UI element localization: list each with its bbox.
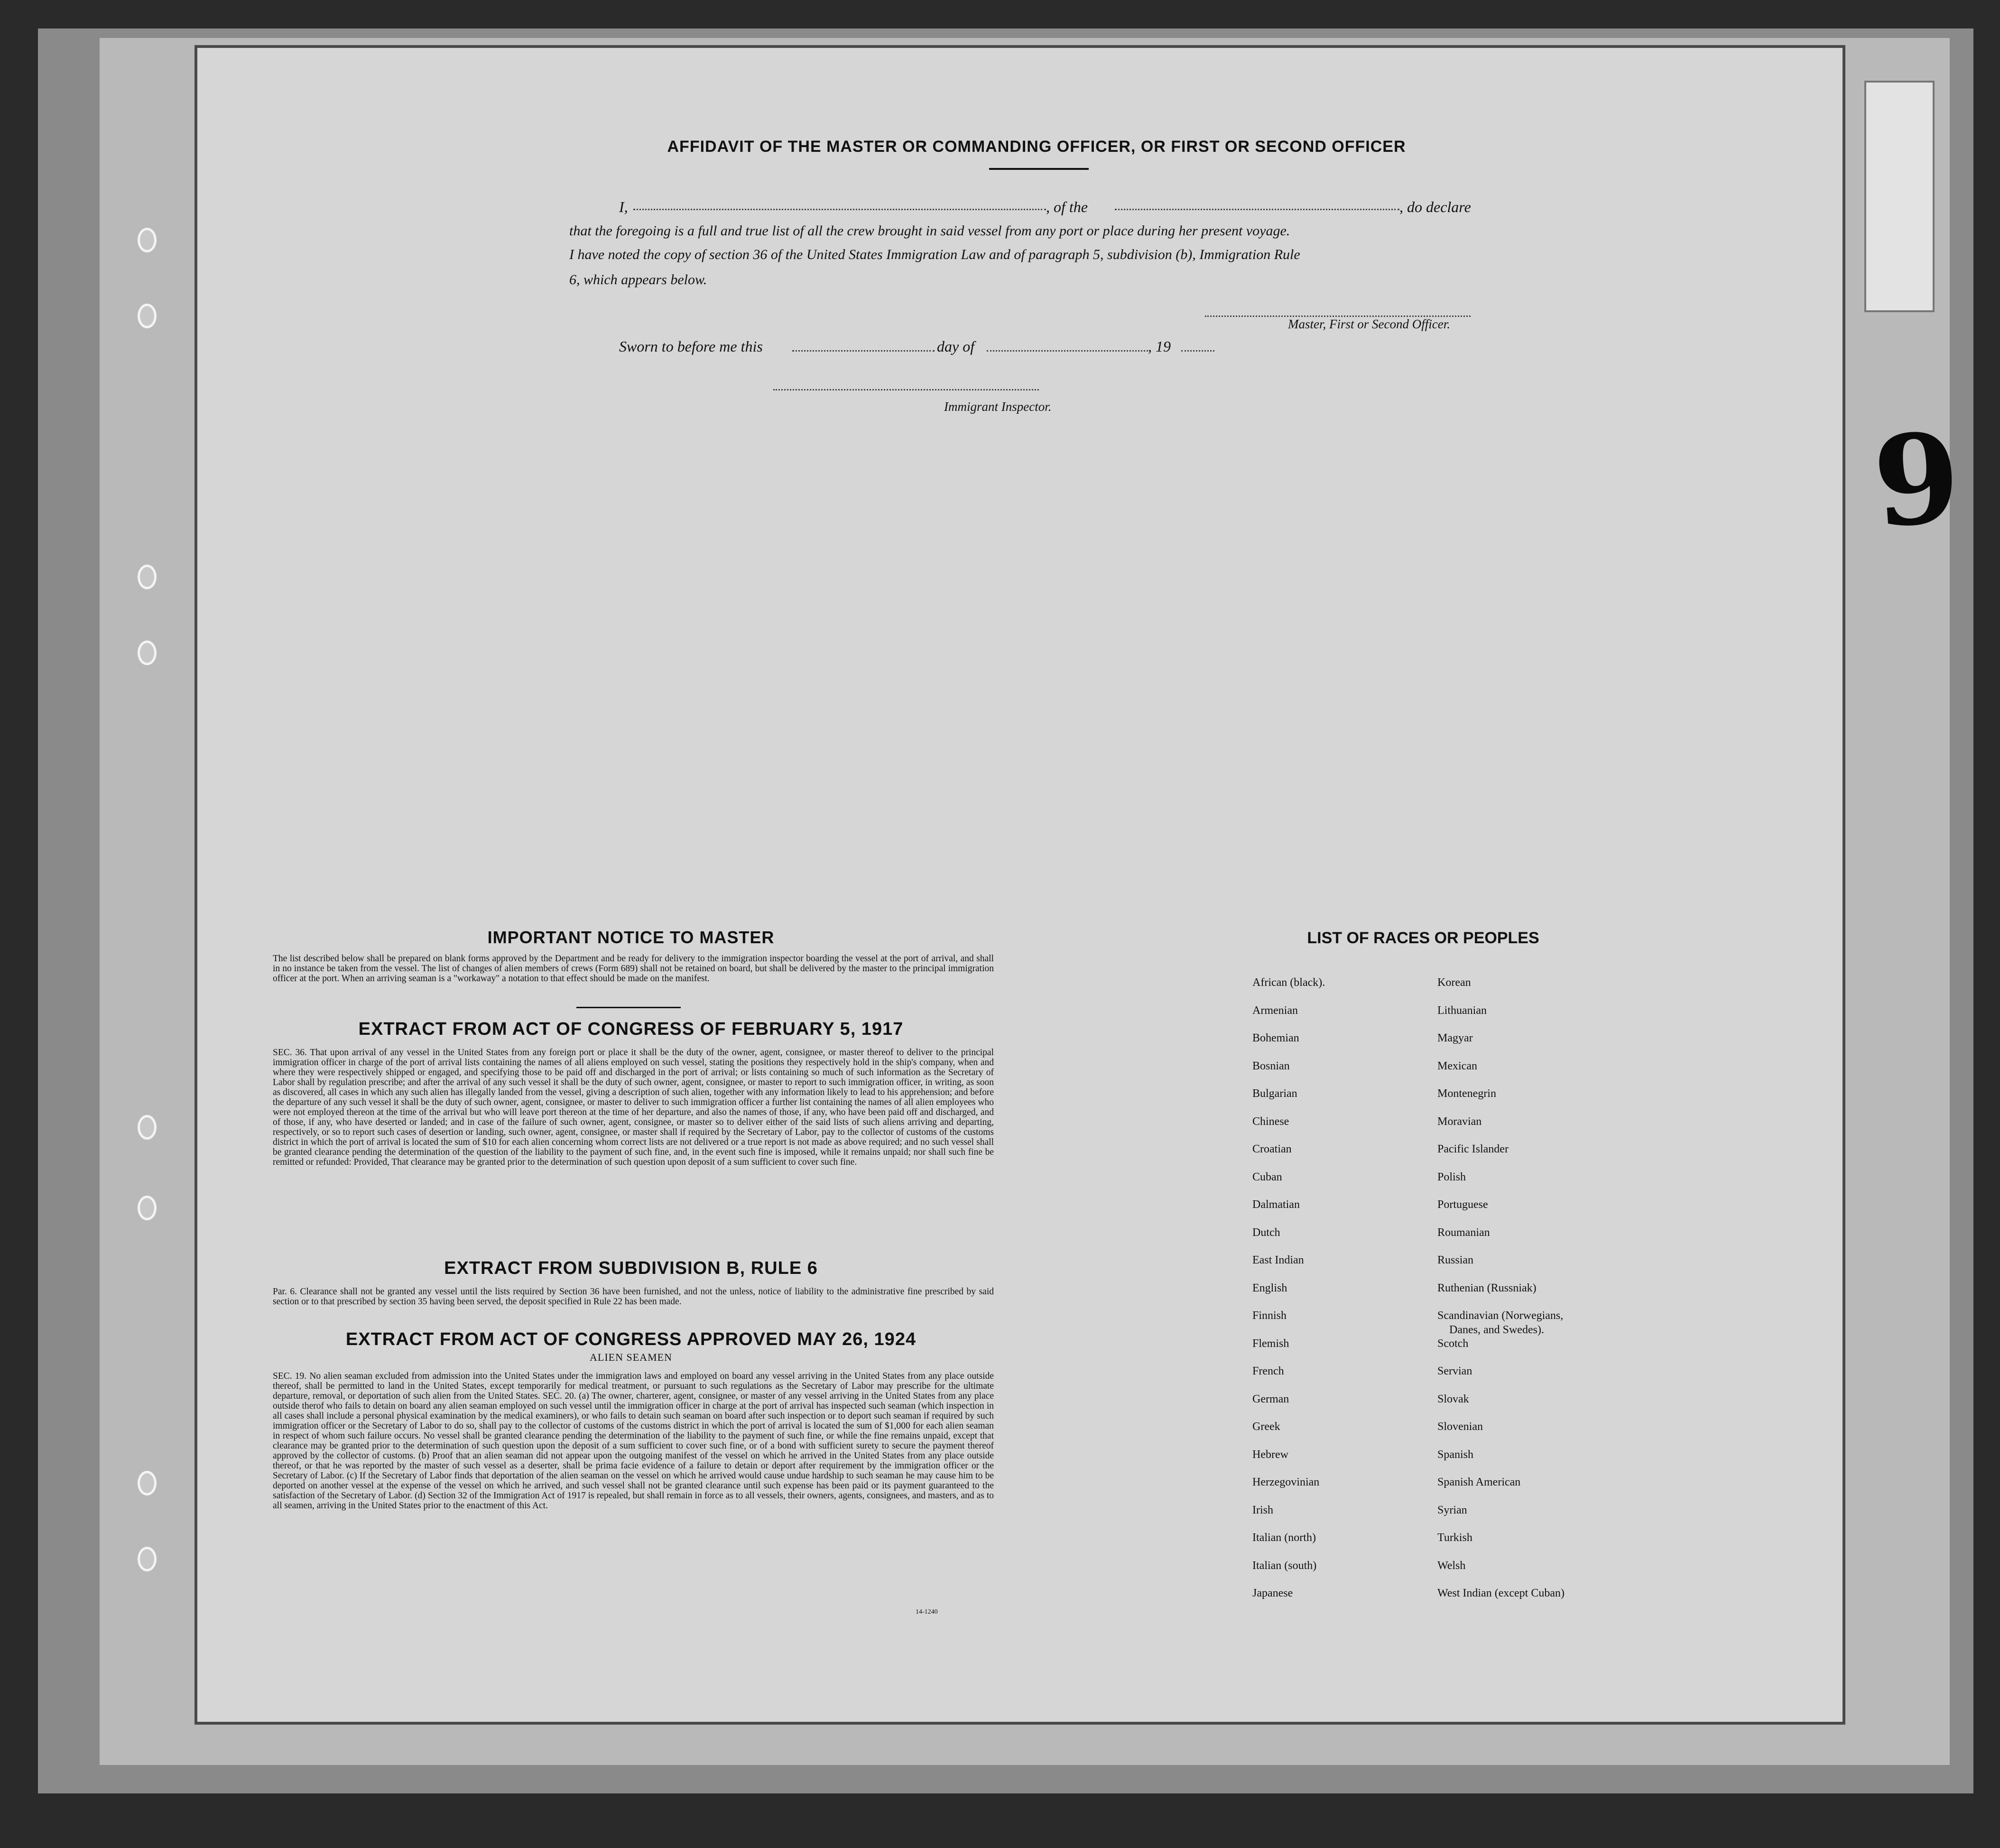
race-item: Slovak — [1437, 1393, 1469, 1405]
year-label: , 19 — [1148, 338, 1171, 355]
race-item: Herzegovinian — [1252, 1476, 1320, 1488]
sworn-label: Sworn to before me this — [619, 338, 763, 355]
race-item: Magyar — [1437, 1032, 1473, 1044]
race-item: Montenegrin — [1437, 1087, 1496, 1100]
race-item: East Indian — [1252, 1254, 1304, 1266]
race-item: Russian — [1437, 1254, 1474, 1266]
race-item: Spanish — [1437, 1448, 1474, 1461]
race-item: Finnish — [1252, 1309, 1287, 1322]
race-item: Lithuanian — [1437, 1004, 1487, 1017]
binder-hole-icon — [138, 1115, 157, 1140]
binder-hole-icon — [138, 1196, 157, 1220]
race-item: Bohemian — [1252, 1032, 1299, 1044]
race-item: Welsh — [1437, 1559, 1466, 1572]
race-item: Irish — [1252, 1504, 1273, 1516]
race-item: Croatian — [1252, 1143, 1292, 1155]
race-item: Bosnian — [1252, 1059, 1290, 1072]
race-item: German — [1252, 1393, 1289, 1405]
race-item: Armenian — [1252, 1004, 1298, 1017]
name-field-line — [633, 209, 1046, 210]
sworn-month-line — [987, 350, 1148, 352]
subdivision-b-title: EXTRACT FROM SUBDIVISION B, RULE 6 — [444, 1258, 818, 1278]
signature-label: Master, First or Second Officer. — [1288, 317, 1450, 331]
race-item: Syrian — [1437, 1504, 1467, 1516]
inspector-signature-line — [773, 389, 1039, 390]
extract-1924-subtitle: ALIEN SEAMEN — [590, 1351, 672, 1363]
affidavit-line-2: that the foregoing is a full and true list of all the crew brought in said vessel from any port or place during her present voyage. — [569, 223, 1290, 239]
affidavit-line-4: 6, which appears below. — [569, 272, 707, 288]
race-item: Japanese — [1252, 1587, 1293, 1599]
extract-1924-text: SEC. 19. No alien seaman excluded from admission into the United States under the immigration laws and employed on board any vessel arriving in the United States from any place outside thereof, shall be permitted to land in the United States, except temporarily for medical treatment, or pursuant to such regulations as the Secretary of Labor may prescribe for the ultimate departure, removal, or deportation of such alien from the United States. SEC. 20. (a) The owner, charterer, agent, consignee, or master of any vessel arriving in the United States from any place outside therof who fails to detain on board any alien seaman employed on such vessel until the immigration officer in charge at the port of arrival has inspected such seaman (which inspection in all cases shall include a personal physical examination by the medical examiners), or who fails to detain such seaman on board after such inspection or to deport such seaman if required by such immigration officer or the Secretary of Labor to do so, shall pay to the collector of customs of the customs district in which the port of arrival is located the sum of $1,000 for each alien seaman in respect of whom such failure occurs. No vessel shall be granted clearance pending the determination of the liability to the payment of such fine, or while the fine remains unpaid, except that clearance may be granted prior to the determination of such question upon the deposit of a sum sufficient to cover such fine, or of a bond with sufficient surety to secure the payment thereof approved by the collector of customs. (b) Proof that an alien seaman did not appear upon the outgoing manifest of the vessel on which he arrived in the United States from any place outside thereof, or that he was reported by the master of such vessel as a deserter, shall be prima facie evidence of a failure to detain or deport after requirement by the immigration officer or the Secretary of Labor. (c) If the Secretary of Labor finds that deportation of the alien seaman on the vessel on which he arrived would cause undue hardship to such seaman he may cause him to be deported on another vessel at the expense of the vessel on which he arrived, and such vessel shall not be granted clearance until such expense has been paid or its payment guaranteed to the satisfaction of the Secretary of Labor. (d) Section 32 of the Immigration Act of 1917 is repealed, but shall remain in force as to all vessels, their owners, agents, consignees, and masters, and as to all seamen, arriving in the United States prior to the enactment of this Act. — [273, 1371, 994, 1511]
affidavit-of-label: , of the — [1046, 198, 1088, 215]
affidavit-line-3: I have noted the copy of section 36 of the United States Immigration Law and of paragraph 5, subdivision (b), Immigration Rule — [569, 247, 1300, 262]
race-item: Spanish American — [1437, 1476, 1521, 1488]
binder-hole-icon — [138, 1471, 157, 1495]
race-item-continuation: Danes, and Swedes). — [1449, 1324, 1544, 1336]
inspector-label: Immigrant Inspector. — [944, 399, 1052, 414]
race-item: Korean — [1437, 976, 1471, 989]
race-item: Hebrew — [1252, 1448, 1288, 1461]
extract-1924-title: EXTRACT FROM ACT OF CONGRESS APPROVED MAY 26, 1924 — [345, 1329, 917, 1349]
race-item: Polish — [1437, 1170, 1466, 1183]
subdivision-b-text: Par. 6. Clearance shall not be granted any vessel until the lists required by Section 36 have been furnished, and not the unless, notice of liability to the administrative fine prescribed by said section or to that prescribed by section 35 having been served, the deposit specified in Rule 22 has been made. — [273, 1287, 994, 1307]
binder-hole-icon — [138, 1547, 157, 1571]
race-item: Moravian — [1437, 1115, 1482, 1128]
race-item: Dutch — [1252, 1226, 1280, 1239]
affidavit-title: AFFIDAVIT OF THE MASTER OR COMMANDING OFFICER, OR FIRST OR SECOND OFFICER — [667, 138, 1406, 156]
race-item: Ruthenian (Russniak) — [1437, 1282, 1537, 1294]
binder-hole-icon — [138, 304, 157, 328]
race-item: West Indian (except Cuban) — [1437, 1587, 1565, 1599]
race-item: Scandinavian (Norwegians, — [1437, 1309, 1564, 1322]
side-tab — [1864, 81, 1935, 312]
race-item: Cuban — [1252, 1170, 1282, 1183]
races-title: LIST OF RACES OR PEOPLES — [1307, 929, 1539, 947]
race-item: Pacific Islander — [1437, 1143, 1509, 1155]
notice-title: IMPORTANT NOTICE TO MASTER — [487, 928, 775, 947]
title-underline — [989, 168, 1089, 170]
race-item: Bulgarian — [1252, 1087, 1297, 1100]
sworn-year-line — [1181, 350, 1214, 352]
race-item: Roumanian — [1437, 1226, 1490, 1239]
race-item: Flemish — [1252, 1337, 1289, 1350]
race-item: Dalmatian — [1252, 1198, 1300, 1211]
notice-text: The list described below shall be prepared on blank forms approved by the Department and be ready for delivery to the immigration inspector boarding the vessel at the port of arrival, and shall in no instance be taken from the vessel. The list of changes of alien members of crews (Form 689) shall not be retained on board, but shall be delivered by the master to the principal immigration officer at the port. When an arriving seaman is a "workaway" a notation to that effect should be made on the manifest. — [273, 954, 994, 984]
extract-1917-text: SEC. 36. That upon arrival of any vessel in the United States from any foreign port or place it shall be the duty of the owner, agent, consignee, or master thereof to deliver to the principal immigration officer in charge of the port of arrival lists containing the names of all aliens employed on such vessel, stating the positions they respectively hold in the ship's company, when and where they were respectively shipped or engaged, and specifying those to be paid off and discharged in the port of arrival; or lists containing so much of such information as the Secretary of Labor shall by regulation prescribe; and after the arrival of any such vessel it shall be the duty of such owner, agent, consignee, or master to report to such immigration officer, in writing, as soon as discovered, all cases in which any such alien has illegally landed from the vessel, giving a description of such alien, together with any information likely to lead to his apprehension; and before the departure of any such vessel it shall be the duty of such owner, agent, consignee, or master to deliver to such immigration officer a further list containing the names of all alien employees who were not employed thereon at the time of the arrival but who will leave port thereon at the time of her departure, and also the names of those, if any, who have been paid off and discharged, and of those, if any, who have deserted or landed; and in case of the failure of such owner, agent, consignee, or master so to deliver either of the said lists of such aliens arriving and departing, respectively, or so to report such cases of desertion or landing, such owner, agent, consignee, or master shall if required by the Secretary of Labor, pay to the collector of customs of the customs district in which the port of arrival is located the sum of $10 for each alien concerning whom correct lists are not delivered or a true report is not made as above required; and no such vessel shall be granted clearance pending the determination of the question of the liability to the payment of such fine, and, in the event such fine is imposed, while it remains unpaid; nor shall such fine be remitted or refunded: Provided, That clearance may be granted prior to the determination of such question upon deposit of a sum sufficient to cover such fine. — [273, 1048, 994, 1167]
binder-hole-icon — [138, 228, 157, 252]
race-item: Servian — [1437, 1365, 1472, 1377]
extract-1917-title: EXTRACT FROM ACT OF CONGRESS OF FEBRUARY 5, 1917 — [358, 1019, 904, 1039]
day-of-label: day of — [937, 338, 975, 355]
binder-hole-icon — [138, 641, 157, 665]
race-item: African (black). — [1252, 976, 1325, 989]
race-item: Turkish — [1437, 1532, 1472, 1544]
affidavit-declare-label: , do declare — [1399, 198, 1471, 215]
binder-hole-icon — [138, 565, 157, 589]
affidavit-i-label: I, — [619, 198, 628, 215]
race-item: Italian (south) — [1252, 1559, 1317, 1572]
race-item: Scotch — [1437, 1337, 1469, 1350]
race-item: Slovenian — [1437, 1421, 1483, 1433]
vessel-field-line — [1115, 209, 1399, 210]
race-item: Mexican — [1437, 1059, 1477, 1072]
race-item: English — [1252, 1282, 1287, 1294]
race-item: Portuguese — [1437, 1198, 1488, 1211]
sworn-day-line — [792, 350, 935, 352]
race-item: Chinese — [1252, 1115, 1289, 1128]
form-number: 14-1240 — [916, 1608, 938, 1616]
race-item: Italian (north) — [1252, 1532, 1316, 1544]
notice-divider — [576, 1007, 681, 1008]
race-item: Greek — [1252, 1421, 1280, 1433]
handwritten-page-number: 9 — [1869, 405, 1965, 556]
race-item: French — [1252, 1365, 1284, 1377]
